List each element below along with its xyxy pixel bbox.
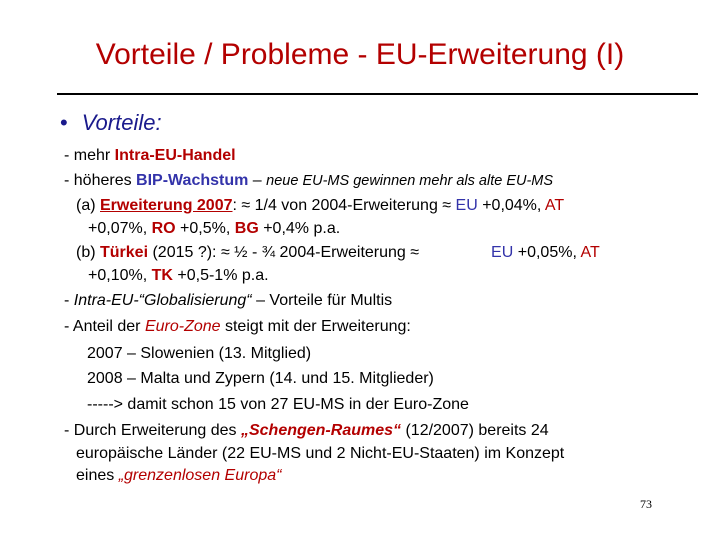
bullet-icon: •: [60, 110, 68, 135]
highlight-term: Intra-EU-Handel: [114, 147, 236, 164]
line-text: +0,10%,: [88, 267, 152, 284]
italic-note: neue EU-MS gewinnen mehr als alte EU-MS: [266, 173, 554, 189]
country-code: AT: [580, 244, 600, 261]
line-text: - mehr: [64, 147, 115, 164]
line-erweiterung-2007: [76, 196, 564, 216]
highlight-term: „grenzenlosen Europa“: [118, 467, 282, 484]
line-ro-bg: [88, 219, 340, 239]
line-text: europäische Länder (22 EU-MS und 2 Nicht-EU-Staaten) im Konzept: [76, 445, 565, 462]
highlight-term: Türkei: [100, 244, 149, 261]
line-text: +0,07%,: [88, 220, 152, 237]
country-code: AT: [544, 197, 565, 214]
highlight-term: Euro-Zone: [144, 318, 221, 335]
line-text: -: [64, 292, 74, 309]
line-schengen: [64, 421, 549, 441]
line-europaeische-laender: [76, 444, 564, 464]
line-text: – Vorteile für Multis: [251, 292, 393, 309]
section-heading: [60, 110, 162, 136]
line-text: (12/2007) bereits 24: [401, 422, 549, 439]
line-text: - Anteil der: [64, 318, 145, 335]
country-code: RO: [151, 220, 176, 237]
line-text: –: [248, 172, 267, 189]
line-text: - höheres: [64, 172, 137, 189]
line-text: 2008 – Malta und Zypern (14. und 15. Mitglieder): [87, 370, 434, 387]
line-text: -----> damit schon 15 von 27 EU-MS in der Euro-Zone: [87, 396, 469, 413]
country-code: BG: [234, 220, 259, 237]
line-tk: [88, 266, 269, 286]
line-text: +0,05%,: [513, 244, 581, 261]
line-text: steigt mit der Erweiterung:: [220, 318, 411, 335]
slide-title: Vorteile / Probleme - EU-Erweiterung (I): [95, 38, 625, 71]
line-text: (b): [76, 244, 100, 261]
highlight-term: BIP-Wachstum: [136, 172, 249, 189]
highlight-term: Erweiterung 2007: [100, 197, 233, 214]
line-text: +0,4% p.a.: [258, 220, 341, 237]
line-text: : ≈ 1/4 von 2004-Erweiterung ≈: [232, 197, 456, 214]
line-text: 2007 – Slowenien (13. Mitglied): [87, 345, 312, 362]
line-text: +0,5%,: [175, 220, 235, 237]
line-text: +0,04%,: [477, 197, 545, 214]
line-intra-eu-handel: [64, 146, 236, 166]
page-number: 73: [640, 497, 652, 511]
line-text: eines: [76, 467, 119, 484]
title-divider: [57, 93, 698, 95]
line-globalisierung: [64, 291, 392, 311]
line-euro-zone: [64, 317, 411, 337]
line-2008-malta: [87, 369, 434, 389]
highlight-term: „Schengen-Raumes“: [240, 422, 402, 439]
line-text: (a): [76, 197, 100, 214]
line-2007-slowenien: [87, 344, 311, 364]
line-text: (2015 ?): ≈ ½ - ¾ 2004-Erweiterung ≈: [148, 244, 420, 261]
italic-term: Intra-EU-“Globalisierung“: [73, 292, 252, 309]
country-code: TK: [151, 267, 173, 284]
line-tuerkei: [76, 243, 600, 263]
country-code: EU: [491, 244, 514, 261]
line-grenzenlos: [76, 466, 281, 486]
line-text: - Durch Erweiterung des: [64, 422, 241, 439]
line-bip-wachstum: [64, 171, 553, 191]
line-euro-zone-count: [87, 395, 469, 415]
country-code: EU: [455, 197, 478, 214]
line-text: +0,5-1% p.a.: [172, 267, 269, 284]
section-heading-label: Vorteile:: [81, 110, 162, 135]
